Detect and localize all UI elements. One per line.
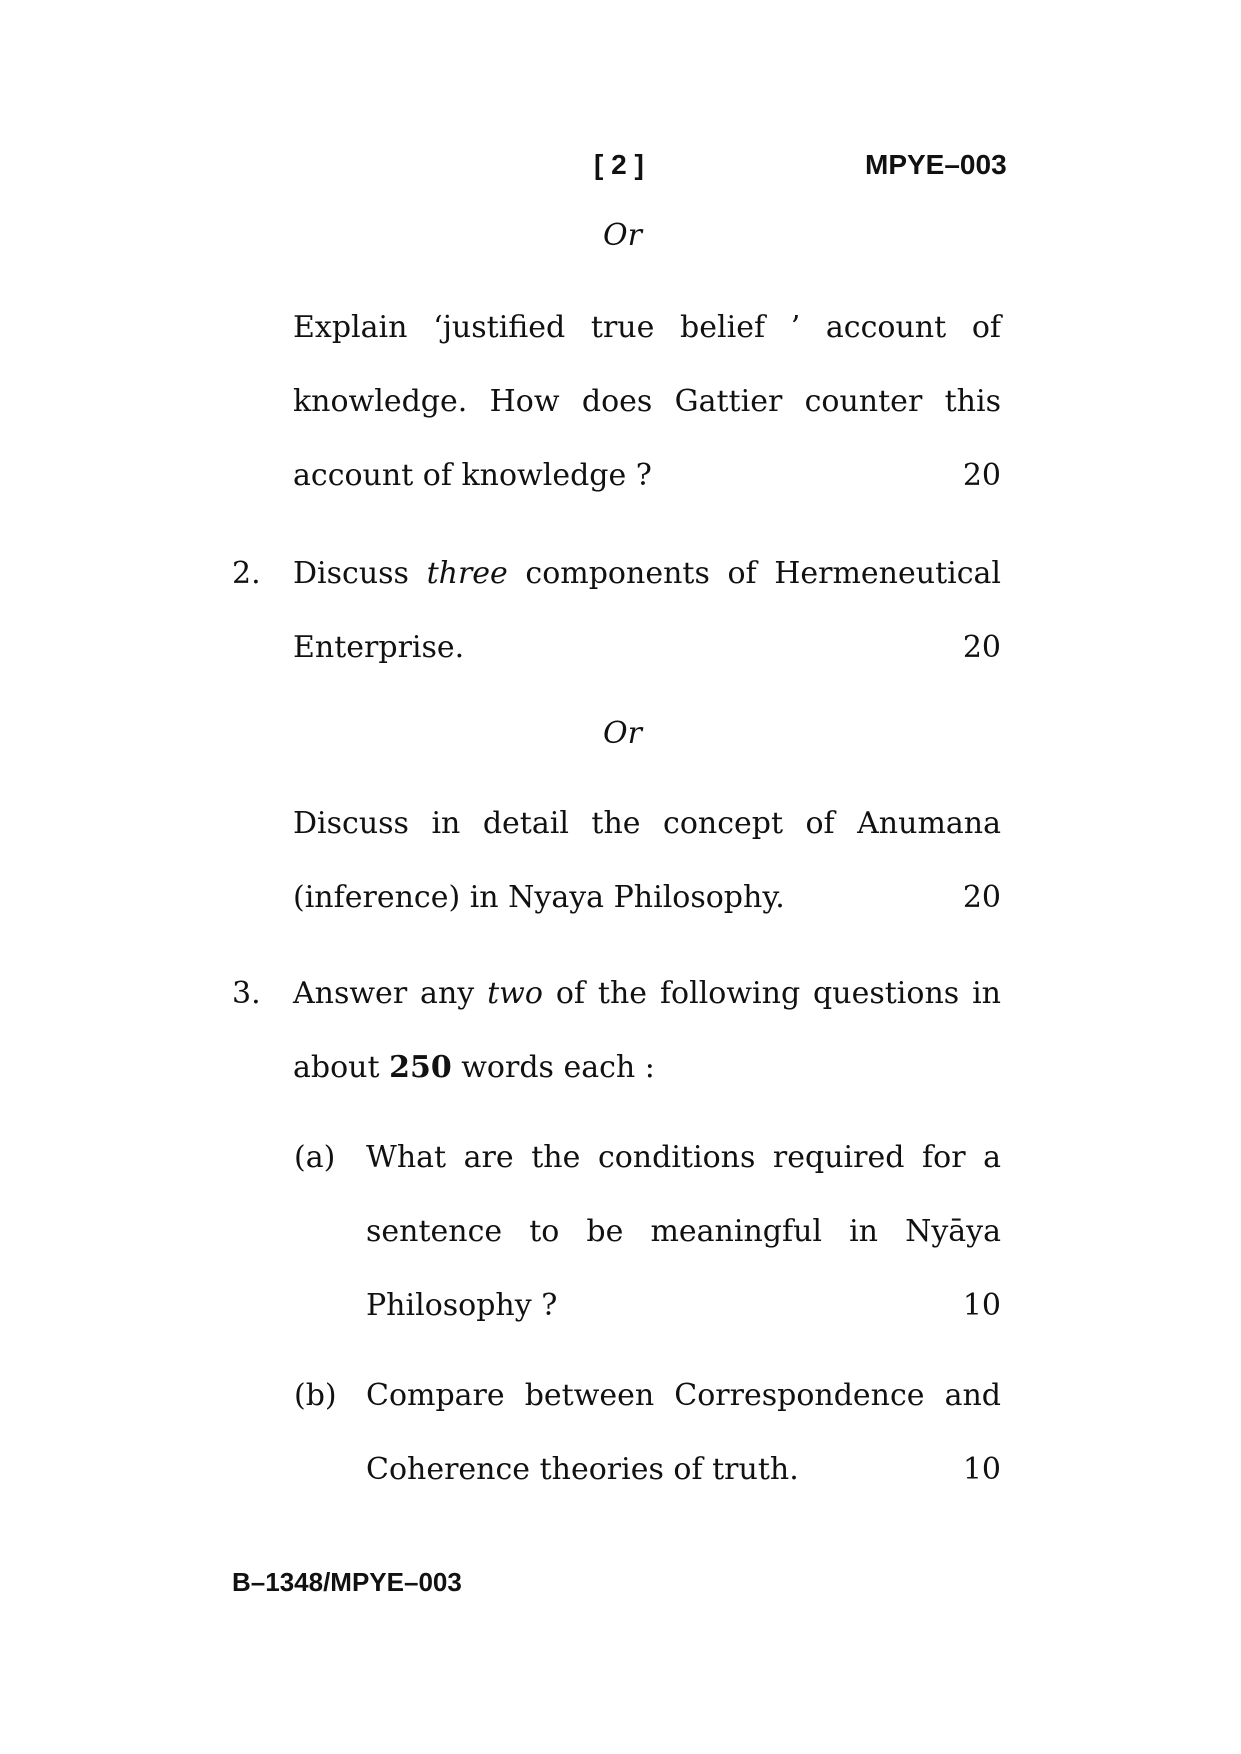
q2-text-before: Discuss bbox=[293, 556, 427, 591]
q2-text-line-2: Enterprise. bbox=[293, 630, 465, 665]
q2-alt-text: (inference) in Nyaya Philosophy. bbox=[293, 880, 785, 915]
or-label: Or bbox=[603, 716, 642, 751]
or-divider-1 bbox=[0, 218, 1241, 254]
q3-text-after: of the following questions in bbox=[542, 976, 1001, 1011]
q1-alt-marks: 20 bbox=[962, 458, 1001, 493]
footer-code: B–1348/MPYE–003 bbox=[232, 1567, 462, 1597]
q3a-line-2: sentence to be meaningful in Nyāya bbox=[366, 1214, 1001, 1249]
q3-line2-before: about bbox=[293, 1050, 390, 1085]
q2-alt-marks: 20 bbox=[962, 880, 1001, 915]
q3b-label: (b) bbox=[294, 1378, 337, 1413]
q3b-marks: 10 bbox=[962, 1452, 1001, 1487]
q3b-line-2 bbox=[366, 1452, 1001, 1488]
q3a-line-3 bbox=[366, 1288, 1001, 1324]
q3-text-before: Answer any bbox=[293, 976, 488, 1011]
q2-emphasis: three bbox=[426, 556, 508, 591]
q2-alt-line-2 bbox=[293, 880, 1001, 916]
q1-alt-line-1: Explain ‘justified true belief ’ account of bbox=[293, 310, 1001, 345]
q3a-text-line-3: Philosophy ? bbox=[366, 1288, 558, 1323]
q3a-marks: 10 bbox=[962, 1288, 1001, 1323]
q3b-text-line-2: Coherence theories of truth. bbox=[366, 1452, 799, 1487]
q2-alt-line-1: Discuss in detail the concept of Anumana bbox=[293, 806, 1001, 841]
q3-word-count: 250 bbox=[389, 1050, 452, 1085]
q3a-label: (a) bbox=[294, 1140, 336, 1175]
or-divider-2 bbox=[0, 716, 1241, 752]
q1-alt-line-3 bbox=[293, 458, 1001, 494]
q1-alt-line-2: knowledge. How does Gattier counter this bbox=[293, 384, 1001, 419]
page-number: [ 2 ] bbox=[594, 149, 644, 180]
q3-line2-after: words each : bbox=[451, 1050, 655, 1085]
q3-line-2 bbox=[293, 1050, 655, 1086]
q3-number: 3. bbox=[232, 976, 261, 1011]
q1-alt-text: account of knowledge ? bbox=[293, 458, 652, 493]
q2-number: 2. bbox=[232, 556, 261, 591]
q2-line-1 bbox=[293, 556, 1001, 592]
q3b-line-1: Compare between Correspondence and bbox=[366, 1378, 1001, 1413]
or-label: Or bbox=[603, 218, 642, 253]
q3-line-1 bbox=[293, 976, 1001, 1012]
q3a-line-1: What are the conditions required for a bbox=[366, 1140, 1001, 1175]
q2-text-after: components of Hermeneutical bbox=[507, 556, 1002, 591]
q3-emphasis: two bbox=[487, 976, 543, 1011]
q2-marks: 20 bbox=[962, 630, 1001, 665]
course-code: MPYE–003 bbox=[865, 149, 1007, 180]
q2-line-2 bbox=[293, 630, 1001, 666]
